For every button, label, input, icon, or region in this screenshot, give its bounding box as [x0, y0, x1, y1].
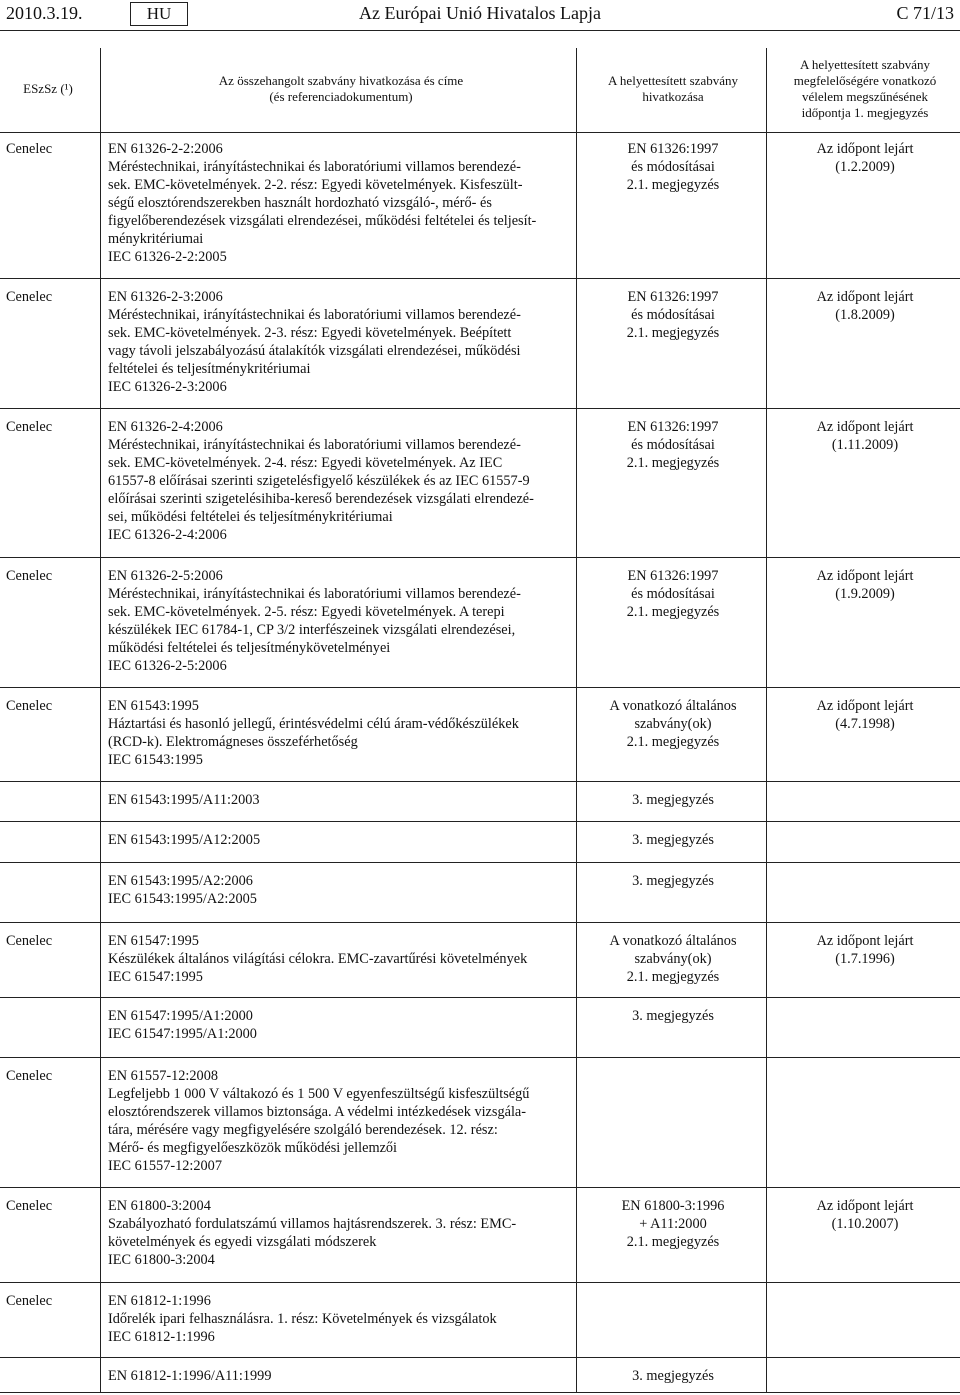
replaced-standard-cell [580, 1007, 766, 1025]
replaced-standard-line: 2.1. megjegyzés [626, 734, 720, 750]
standard-title-line: EN 61543:1995/A11:2003 [108, 792, 260, 808]
replaced-standard-line: EN 61800-3:1996 [621, 1198, 725, 1214]
standard-title-line: IEC 61326-2-3:2006 [108, 379, 227, 395]
standard-title-line: EN 61326-2-3:2006 [108, 289, 223, 305]
cessation-date-line: (1.2.2009) [835, 159, 895, 175]
standard-title-cell [108, 1292, 574, 1346]
standard-title-cell [108, 288, 574, 396]
replaced-standard-line: EN 61326:1997 [627, 419, 719, 435]
column-header-replaced-line2: hivatkozása [642, 89, 704, 104]
language-box: HU [130, 2, 188, 26]
column-header-date [770, 48, 960, 130]
standard-title-line: EN 61547:1995/A1:2000 [108, 1008, 253, 1024]
row-separator [0, 1282, 960, 1283]
replaced-standard-cell [580, 567, 766, 621]
cessation-date-line: Az időpont lejárt [816, 419, 914, 435]
column-header-date-line4: időpontja 1. megjegyzés [801, 105, 929, 120]
cessation-date-line: (1.9.2009) [835, 586, 895, 602]
replaced-standard-line: 3. megjegyzés [632, 873, 714, 889]
standard-title-line: Méréstechnikai, irányítástechnikai és laboratóriumi villamos berendezé- [108, 586, 521, 602]
cessation-date-line: Az időpont lejárt [816, 933, 914, 949]
standard-title-line: EN 61800-3:2004 [108, 1198, 211, 1214]
publication-date: 2010.3.19. [6, 3, 83, 23]
cessation-date-line: Az időpont lejárt [816, 698, 914, 714]
standard-title-cell [108, 1197, 574, 1269]
replaced-standard-line: EN 61326:1997 [627, 289, 719, 305]
standard-title-line: készülékek IEC 61784-1, CP 3/2 interfészeinek vizsgálati elrendezései, [108, 622, 516, 638]
row-separator [0, 1057, 960, 1058]
row-separator [0, 1357, 960, 1358]
column-header-date-line3: vélelem megszűnésének [802, 89, 928, 104]
page-number: C 71/13 [896, 3, 954, 23]
replaced-standard-line: 2.1. megjegyzés [626, 1234, 720, 1250]
standard-title-line: EN 61543:1995/A2:2006 [108, 873, 253, 889]
organisation-cell: Cenelec [6, 933, 53, 949]
standard-title-line: Mérő- és megfigyelőeszközök működési jellemzői [108, 1140, 398, 1156]
standard-title-cell [108, 1007, 574, 1043]
column-header-date-line1: A helyettesített szabvány [800, 57, 930, 72]
replaced-standard-line: 2.1. megjegyzés [626, 604, 720, 620]
replaced-standard-line: 2.1. megjegyzés [626, 455, 720, 471]
cessation-date-line: Az időpont lejárt [816, 141, 914, 157]
cessation-date-line: Az időpont lejárt [816, 289, 914, 305]
row-separator [0, 687, 960, 688]
standard-title-line: EN 61326-2-5:2006 [108, 568, 223, 584]
standard-title-line: Méréstechnikai, irányítástechnikai és laboratóriumi villamos berendezé- [108, 437, 521, 453]
standard-title-line: figyelőberendezések vizsgálati elrendezései, működési feltételei és teljesít- [108, 213, 537, 229]
standard-title-line: EN 61543:1995/A12:2005 [108, 832, 261, 848]
cessation-date-line: (1.11.2009) [831, 437, 899, 453]
replaced-standard-line: 2.1. megjegyzés [626, 325, 720, 341]
replaced-standard-line: EN 61326:1997 [627, 568, 719, 584]
standard-title-cell [108, 831, 574, 849]
standard-title-line: Háztartási és hasonló jellegű, érintésvédelmi célú áram-védőkészülékek [108, 716, 519, 732]
column-header-date-line2: megfelelőségére vonatkozó [793, 73, 937, 88]
standard-title-line: működési feltételei és teljesítménykövetelményei [108, 640, 391, 656]
standard-title-cell [108, 1367, 574, 1385]
organisation-cell: Cenelec [6, 141, 53, 157]
cessation-date-cell [770, 140, 960, 176]
column-divider-2 [576, 48, 577, 1392]
standard-title-line: Méréstechnikai, irányítástechnikai és laboratóriumi villamos berendezé- [108, 159, 521, 175]
replaced-standard-cell [580, 791, 766, 809]
replaced-standard-line: és módosításai [631, 307, 715, 323]
standard-title-line: sek. EMC-követelmények. 2-3. rész: Egyedi követelmények. Beépített [108, 325, 512, 341]
column-header-title-line1: Az összehangolt szabvány hivatkozása és címe [218, 73, 464, 88]
replaced-standard-line: szabvány(ok) [634, 951, 712, 967]
organisation-cell: Cenelec [6, 698, 53, 714]
replaced-standard-cell [580, 697, 766, 751]
replaced-standard-cell [580, 418, 766, 472]
standard-title-line: követelmények és egyedi vizsgálati módszerek [108, 1234, 377, 1250]
standard-title-line: sek. EMC-követelmények. 2-4. rész: Egyedi követelmények. Az IEC [108, 455, 503, 471]
replaced-standard-line: 3. megjegyzés [632, 1008, 714, 1024]
standard-title-line: EN 61812-1:1996/A11:1999 [108, 1368, 272, 1384]
column-divider-1 [100, 48, 101, 1392]
standard-title-line: előírásai szerinti szigetelésihiba-kereső berendezések vizsgálati elrendezé- [108, 491, 534, 507]
cessation-date-line: (4.7.1998) [835, 716, 895, 732]
organisation-cell: Cenelec [6, 1198, 53, 1214]
standard-title-line: elosztórendszerek villamos biztonsága. A védelmi intézkedések vizsgála- [108, 1104, 527, 1120]
replaced-standard-line: EN 61326:1997 [627, 141, 719, 157]
standard-title-line: vagy távoli jelszabályozású átalakítók vizsgálati elrendezései, működési [108, 343, 521, 359]
standard-title-cell [108, 697, 574, 769]
replaced-standard-line: A vonatkozó általános [609, 933, 737, 949]
cessation-date-cell [770, 697, 960, 733]
replaced-standard-cell [580, 140, 766, 194]
standard-title-line: IEC 61812-1:1996 [108, 1329, 215, 1345]
standard-title-line: EN 61547:1995 [108, 933, 199, 949]
standard-title-line: IEC 61326-2-5:2006 [108, 658, 227, 674]
organisation-cell: Cenelec [6, 1068, 53, 1084]
standard-title-line: feltételei és teljesítménykritériumai [108, 361, 311, 377]
standard-title-line: tára, mérésére vagy megfigyelésére szolgáló berendezések. 12. rész: [108, 1122, 498, 1138]
page-header [0, 0, 960, 34]
replaced-standard-line: A vonatkozó általános [609, 698, 737, 714]
column-header-esz [0, 48, 96, 130]
replaced-standard-line: 2.1. megjegyzés [626, 177, 720, 193]
row-separator [0, 278, 960, 279]
cessation-date-line: (1.8.2009) [835, 307, 895, 323]
organisation-cell: Cenelec [6, 1293, 53, 1309]
standard-title-line: EN 61543:1995 [108, 698, 199, 714]
cessation-date-line: (1.10.2007) [831, 1216, 899, 1232]
standard-title-line: IEC 61800-3:2004 [108, 1252, 215, 1268]
standard-title-line: EN 61326-2-2:2006 [108, 141, 223, 157]
standard-title-cell [108, 567, 574, 675]
standard-title-cell [108, 418, 574, 544]
standard-title-line: Legfeljebb 1 000 V váltakozó és 1 500 V egyenfeszültségű kisfeszültségű [108, 1086, 530, 1102]
row-separator [0, 1187, 960, 1188]
replaced-standard-line: és módosításai [631, 586, 715, 602]
organisation-cell: Cenelec [6, 568, 53, 584]
replaced-standard-cell [580, 872, 766, 890]
cessation-date-cell [770, 567, 960, 603]
standard-title-line: (RCD-k). Elektromágneses összeférhetőség [108, 734, 358, 750]
replaced-standard-line: + A11:2000 [639, 1216, 707, 1232]
column-header-replaced [580, 48, 766, 130]
column-divider-3 [766, 48, 767, 1392]
replaced-standard-line: 3. megjegyzés [632, 1368, 714, 1384]
standard-title-line: 61557-8 előírásai szerinti szigetelésfigyelő készülékek és az IEC 61557-9 [108, 473, 530, 489]
replaced-standard-cell [580, 1367, 766, 1385]
column-header-replaced-line1: A helyettesített szabvány [608, 73, 738, 88]
table-bottom-rule [0, 1392, 960, 1393]
column-header-esz-text: ESzSz (¹) [23, 81, 73, 96]
row-separator [0, 408, 960, 409]
replaced-standard-line: és módosításai [631, 159, 715, 175]
standard-title-line: EN 61326-2-4:2006 [108, 419, 223, 435]
cessation-date-cell [770, 932, 960, 968]
column-header-title [106, 48, 576, 130]
standard-title-line: IEC 61326-2-4:2006 [108, 527, 227, 543]
row-separator [0, 997, 960, 998]
replaced-standard-line: 3. megjegyzés [632, 832, 714, 848]
replaced-standard-cell [580, 932, 766, 986]
table-head-rule [0, 132, 960, 133]
row-separator [0, 557, 960, 558]
cessation-date-cell [770, 418, 960, 454]
row-separator [0, 862, 960, 863]
organisation-cell: Cenelec [6, 289, 53, 305]
cessation-date-line: Az időpont lejárt [816, 1198, 914, 1214]
replaced-standard-line: és módosításai [631, 437, 715, 453]
journal-title: Az Európai Unió Hivatalos Lapja [359, 3, 601, 23]
standard-title-cell [108, 791, 574, 809]
replaced-standard-line: szabvány(ok) [634, 716, 712, 732]
standard-title-line: sek. EMC-követelmények. 2-5. rész: Egyedi követelmények. A terepi [108, 604, 505, 620]
standard-title-line: sei, működési feltételei és teljesítménykritériumai [108, 509, 393, 525]
standard-title-cell [108, 872, 574, 908]
standard-title-cell [108, 932, 574, 986]
row-separator [0, 781, 960, 782]
cessation-date-line: Az időpont lejárt [816, 568, 914, 584]
replaced-standard-cell [580, 831, 766, 849]
standard-title-cell [108, 1067, 574, 1175]
cessation-date-cell [770, 288, 960, 324]
standard-title-line: IEC 61543:1995/A2:2005 [108, 891, 257, 907]
column-header-title-line2: (és referenciadokumentum) [269, 89, 413, 104]
standard-title-line: IEC 61326-2-2:2005 [108, 249, 227, 265]
replaced-standard-cell [580, 288, 766, 342]
standard-title-line: sek. EMC-követelmények. 2-2. rész: Egyedi követelmények. Kisfeszült- [108, 177, 523, 193]
replaced-standard-line: 3. megjegyzés [632, 792, 714, 808]
standard-title-line: ségű elosztórendszerekben használt hordozható vizsgáló-, mérő- és [108, 195, 492, 211]
standard-title-line: Szabályozható fordulatszámú villamos hajtásrendszerek. 3. rész: EMC- [108, 1216, 517, 1232]
standard-title-line: IEC 61557-12:2007 [108, 1158, 222, 1174]
standard-title-cell [108, 140, 574, 266]
row-separator [0, 922, 960, 923]
standard-title-line: Méréstechnikai, irányítástechnikai és laboratóriumi villamos berendezé- [108, 307, 521, 323]
row-separator [0, 821, 960, 822]
standard-title-line: IEC 61547:1995 [108, 969, 203, 985]
standard-title-line: EN 61557-12:2008 [108, 1068, 218, 1084]
replaced-standard-line: 2.1. megjegyzés [626, 969, 720, 985]
cessation-date-cell [770, 1197, 960, 1233]
replaced-standard-cell [580, 1197, 766, 1251]
cessation-date-line: (1.7.1996) [835, 951, 895, 967]
standard-title-line: IEC 61547:1995/A1:2000 [108, 1026, 257, 1042]
standard-title-line: Időrelék ipari felhasználásra. 1. rész: Követelmények és vizsgálatok [108, 1311, 497, 1327]
standard-title-line: EN 61812-1:1996 [108, 1293, 211, 1309]
standard-title-line: ménykritériumai [108, 231, 204, 247]
header-rule [0, 30, 960, 31]
standard-title-line: Készülékek általános világítási célokra. EMC-zavartűrési követelmények [108, 951, 528, 967]
organisation-cell: Cenelec [6, 419, 53, 435]
standard-title-line: IEC 61543:1995 [108, 752, 203, 768]
